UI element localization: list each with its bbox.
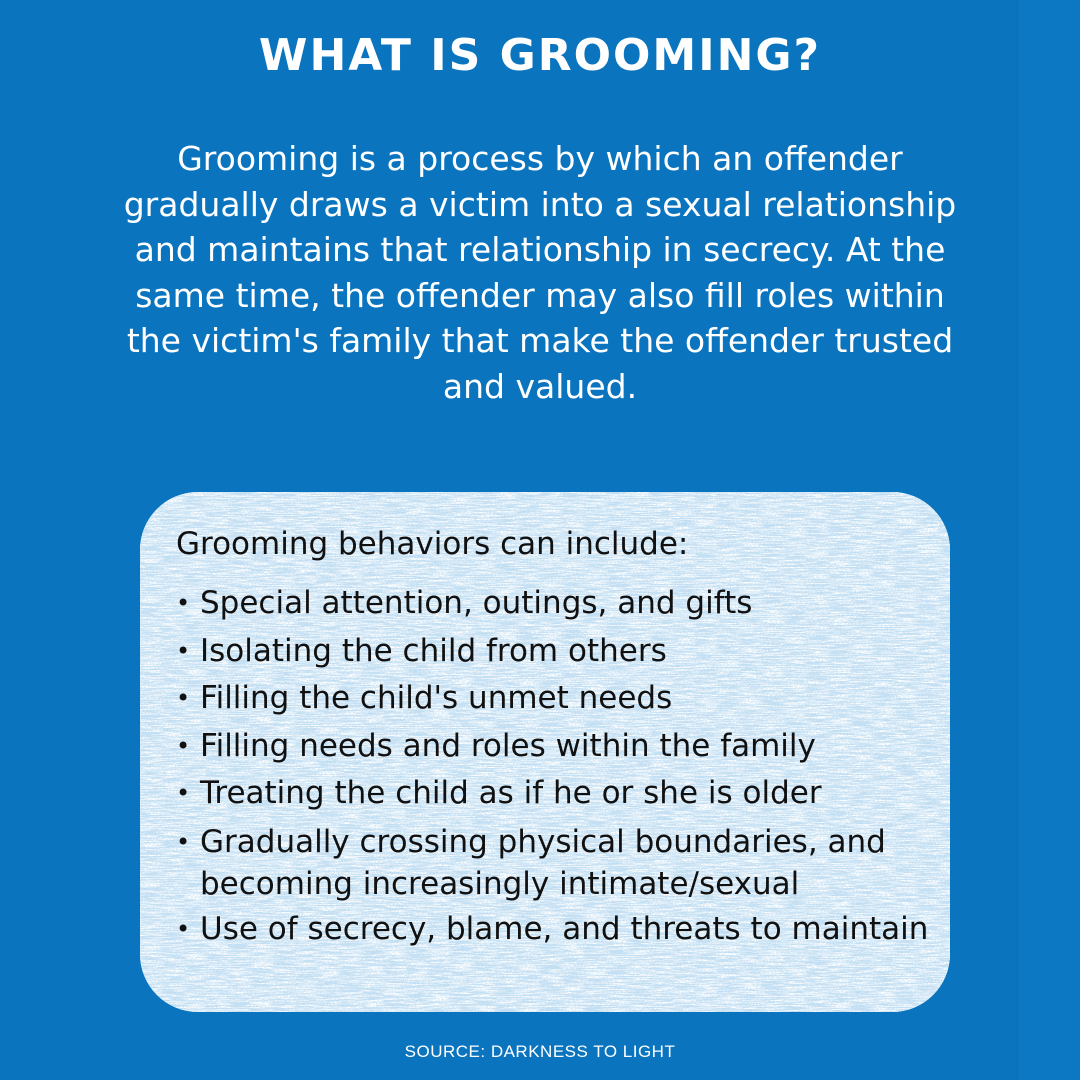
list-item: [176, 770, 936, 818]
list-item: [176, 675, 936, 723]
list-item-text: Treating the child as if he or she is older: [200, 775, 822, 811]
bullet-icon: •: [176, 589, 191, 617]
list-item: [176, 580, 936, 628]
list-item-text: Isolating the child from others: [200, 632, 667, 669]
bullet-icon: •: [176, 827, 191, 856]
behaviors-card: [140, 492, 950, 1012]
list-item-text: Special attention, outings, and gifts: [200, 585, 753, 621]
list-item-text: Gradually crossing physical boundaries, and becoming increasingly intimate/sexual: [200, 823, 886, 902]
source-credit: SOURCE: DARKNESS TO LIGHT: [404, 1042, 676, 1061]
grooming-definition: Grooming is a process by which an offender gradually draws a victim into a sexual relationship and maintains that relationship in secrecy. At the same time, the offender may also fill roles within the victim's family that make the offender trusted and valued.: [123, 139, 957, 406]
list-item: [176, 723, 936, 771]
list-item: [176, 821, 936, 905]
bullet-icon: •: [176, 779, 191, 807]
list-item: [176, 628, 936, 676]
behaviors-content: [176, 522, 936, 953]
bullet-icon: •: [176, 731, 191, 760]
page-title: WHAT IS GROOMING?: [258, 30, 822, 81]
list-item-text: Filling the child's unmet needs: [200, 680, 673, 716]
behaviors-list: [176, 580, 936, 950]
bullet-icon: •: [176, 914, 191, 943]
background-side-panel: [1017, 0, 1080, 1080]
list-item-text: Filling needs and roles within the family: [200, 727, 816, 764]
list-item: [176, 908, 936, 950]
bullet-icon: •: [176, 684, 191, 712]
list-item-text: Use of secrecy, blame, and threats to maintain: [200, 910, 929, 947]
behaviors-heading: Grooming behaviors can include:: [176, 526, 689, 562]
bullet-icon: •: [176, 636, 191, 665]
